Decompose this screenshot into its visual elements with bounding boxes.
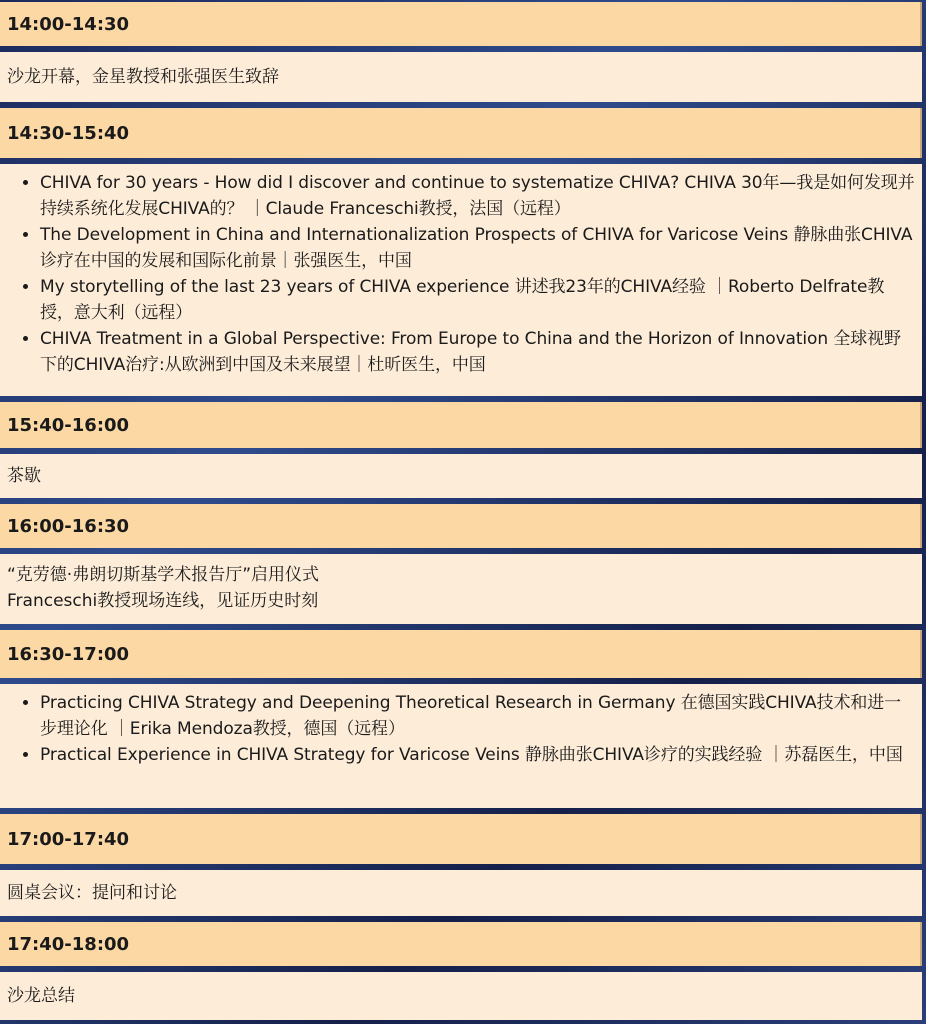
session-text: 沙龙开幕，金星教授和张强医生致辞 [7, 67, 279, 87]
time-slot-header [0, 108, 922, 158]
time-slot-header [0, 922, 922, 966]
session-text: Franceschi教授现场连线，见证历史时刻 [7, 591, 319, 611]
time-slot-header [0, 630, 922, 678]
time-slot-header [0, 814, 922, 864]
session-text: 茶歇 [7, 466, 41, 486]
talk-item: • CHIVA Treatment in a Global Perspective: From Europe to China and the Horizon of Innovation 全球视野下的CHIVA治疗:从欧洲到中国及未来展望｜杜昕医生，中国 [40, 326, 916, 378]
time-slot-header [0, 2, 922, 46]
session-text: 沙龙总结 [7, 986, 75, 1006]
talk-item: • Practical Experience in CHIVA Strategy for Varicose Veins 静脉曲张CHIVA诊疗的实践经验 ｜苏磊医生，中国 [40, 742, 916, 768]
talk-item: • My storytelling of the last 23 years of CHIVA experience 讲述我23年的CHIVA经验 ｜Roberto Delfrate教授，意大利（远程） [40, 274, 916, 326]
time-label: 16:30-17:00 [7, 643, 130, 665]
talk-list [7, 684, 922, 768]
session-content [0, 164, 922, 396]
session-content [0, 454, 922, 498]
session-content [0, 554, 922, 624]
session-content [0, 52, 922, 102]
talk-item: • Practicing CHIVA Strategy and Deepening Theoretical Research in Germany 在德国实践CHIVA技术和进一步理论化 ｜Erika Mendoza教授，德国（远程） [40, 690, 916, 742]
time-label: 14:00-14:30 [7, 13, 130, 35]
session-text: “克劳德·弗朗切斯基学术报告厅”启用仪式 [7, 565, 320, 585]
session-content [0, 972, 922, 1020]
time-label: 16:00-16:30 [7, 515, 130, 537]
time-slot-header [0, 504, 922, 548]
talk-item: • The Development in China and Internationalization Prospects of CHIVA for Varicose Veins 静脉曲张CHIVA诊疗在中国的发展和国际化前景｜张强医生，中国 [40, 222, 916, 274]
session-content [0, 870, 922, 916]
time-slot-header [0, 402, 922, 448]
session-content [0, 684, 922, 808]
time-label: 14:30-15:40 [7, 122, 130, 144]
time-label: 15:40-16:00 [7, 414, 130, 436]
talk-list [7, 164, 922, 378]
time-label: 17:00-17:40 [7, 828, 130, 850]
session-text: 圆桌会议：提问和讨论 [7, 883, 177, 903]
talk-item: • CHIVA for 30 years - How did I discover and continue to systematize CHIVA? CHIVA 30年—我是如何发现并持续系统化发展CHIVA的？ ｜Claude Franceschi教授，法国（远程） [40, 170, 916, 222]
time-label: 17:40-18:00 [7, 933, 130, 955]
